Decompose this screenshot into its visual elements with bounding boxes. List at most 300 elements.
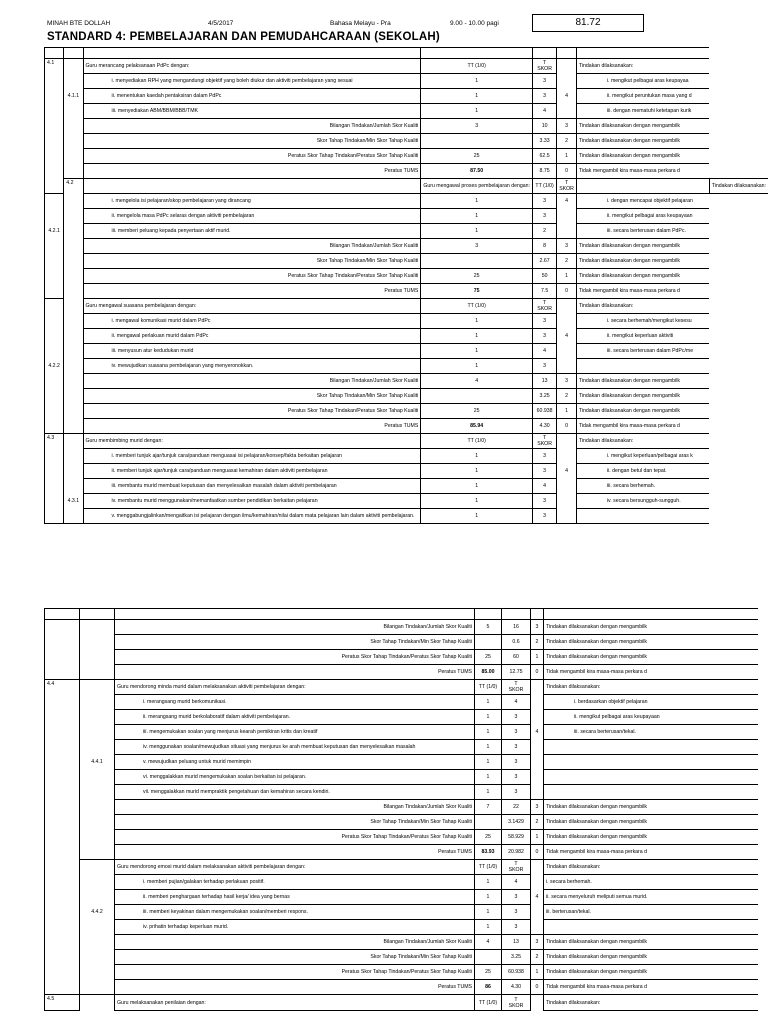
table-row: [45, 965, 758, 980]
table-row: [45, 314, 768, 329]
tt-header: TT (1/0): [421, 434, 533, 449]
t-total: 8: [533, 239, 557, 254]
standard-4-table-part-1: [44, 47, 768, 524]
criteria-text: Guru membimbing murid dengan:: [83, 434, 421, 449]
t-value: 3: [533, 464, 557, 479]
t-value: 3: [502, 785, 531, 800]
table-row: [45, 449, 768, 464]
level-note: iii. secara berterusan dalam PdPc/me: [576, 344, 709, 359]
tums-value: 86: [475, 980, 502, 995]
tt-value: 1: [421, 194, 533, 209]
table-row: [45, 890, 758, 905]
level-value: 4: [557, 329, 577, 344]
table-row: [45, 695, 758, 710]
level-note: iii. secara berhemah.: [576, 479, 709, 494]
level-description: Tidak mengambil kira masa-masa perkara d: [576, 419, 709, 434]
level-description: Tindakan dilaksanakan dengan mengambilk: [544, 815, 758, 830]
level-value: 4: [531, 890, 544, 905]
peratus-skor-label: Peratus Skor Tahap Tindakan/Peratus Skor Tahap Kualiti: [115, 830, 475, 845]
peratus-tums-label: Peratus TUMS: [83, 284, 421, 299]
t-value: 4: [533, 479, 557, 494]
level-description: Tindakan dilaksanakan dengan mengambilk: [576, 149, 709, 164]
level-number: 1: [557, 269, 577, 284]
tt-value: 1: [475, 770, 502, 785]
level-value: 4: [557, 464, 577, 479]
level-number: 3: [557, 239, 577, 254]
item-text: v. mewujudkan peluang untuk murid memimpin: [115, 755, 475, 770]
tt-header: TT (1/0): [475, 680, 502, 695]
peratus-tums-label: Peratus TUMS: [115, 845, 475, 860]
tt-value: 1: [475, 875, 502, 890]
item-text: ii. merangsang murid berkolaboratif dalam aktiviti pembelajaran.: [115, 710, 475, 725]
table-row: [45, 119, 768, 134]
table-row: [45, 359, 768, 374]
t-value: 3: [533, 329, 557, 344]
tt-value: 1: [421, 479, 533, 494]
table-row: [45, 239, 768, 254]
table-row: [45, 635, 758, 650]
level-description: Tidak mengambil kira masa-masa perkara d: [576, 284, 709, 299]
tt-value: 1: [421, 449, 533, 464]
tt-total: 7: [475, 800, 502, 815]
table-row: [45, 830, 758, 845]
tt-value: 1: [421, 74, 533, 89]
tt-value: 1: [421, 314, 533, 329]
tt-total: 4: [475, 935, 502, 950]
level-number: 0: [531, 980, 544, 995]
tums-weighted: 20.982: [502, 845, 531, 860]
tt-header: TT (1/0): [421, 299, 533, 314]
table-row: [45, 224, 768, 239]
tt-value: 1: [421, 329, 533, 344]
table-row: [45, 419, 768, 434]
tt-header: TT (1/0): [533, 179, 557, 194]
level-note: Tindakan dilaksanakan:: [544, 995, 758, 1011]
item-text: ii. menentukan kaedah pentaksiran dalam PdPc: [83, 89, 421, 104]
level-note: i. dengan mencapai objektif pelajaran: [576, 194, 709, 209]
level-description: Tindakan dilaksanakan dengan mengambilk: [544, 620, 758, 635]
level-number: 1: [531, 965, 544, 980]
tums-value: 75: [421, 284, 533, 299]
item-text: ii. mengelola masa PdPc selaras dengan aktiviti pembelajaran: [83, 209, 421, 224]
t-value: 3: [533, 89, 557, 104]
level-note: i. secara berhemah/mengikut kesesu: [576, 314, 709, 329]
level-number: 2: [557, 254, 577, 269]
skor-header: T SKOR: [502, 995, 531, 1011]
tt-value: 1: [421, 359, 533, 374]
t-value: 3: [502, 725, 531, 740]
table-row: [45, 59, 768, 74]
t-value: 3: [502, 770, 531, 785]
level-description: Tindakan dilaksanakan dengan mengambilk: [576, 254, 709, 269]
level-description: Tindakan dilaksanakan dengan mengambilk: [576, 389, 709, 404]
item-text: ii. mengawal perlakuan murid dalam PdPc: [83, 329, 421, 344]
tt-value: 1: [421, 464, 533, 479]
t-total: 13: [502, 935, 531, 950]
tt-value: 1: [421, 344, 533, 359]
tt-value: 1: [475, 905, 502, 920]
skor-header: T SKOR: [557, 179, 577, 194]
bilangan-label: Bilangan Tindakan/Jumlah Skor Kualiti: [83, 374, 421, 389]
level-note: iv. secara bersungguh-sungguh.: [576, 494, 709, 509]
tt-total: 3: [421, 119, 533, 134]
level-note: ii. mengikut peruntukan masa yang d: [576, 89, 709, 104]
t-value: 3: [502, 755, 531, 770]
tt-total: 4: [421, 374, 533, 389]
level-number: 0: [531, 665, 544, 680]
table-row: [45, 479, 768, 494]
table-row: [45, 404, 768, 419]
level-note: Tindakan dilaksanakan:: [709, 179, 768, 194]
tt-value: 1: [475, 890, 502, 905]
item-text: ii. memberi penghargaan terhadap hasil kerja/ idea yang bernas: [115, 890, 475, 905]
tt-value: 1: [421, 509, 533, 524]
t-value: 3: [502, 710, 531, 725]
peratus-tt: 25: [475, 965, 502, 980]
bilangan-label: Bilangan Tindakan/Jumlah Skor Kualiti: [115, 620, 475, 635]
item-text: iii. menyusun atur kedudukan murid: [83, 344, 421, 359]
level-number: 0: [531, 845, 544, 860]
item-text: i. mengelola isi pelajaran/skop pembelajaran yang dirancang: [83, 194, 421, 209]
tt-value: 1: [421, 104, 533, 119]
criteria-text: Guru mendorong emosi murid dalam melaksanakan aktiviti pembelajaran dengan:: [115, 860, 475, 875]
table-row: [45, 860, 758, 875]
substandard-number: 4.3.1: [64, 494, 83, 509]
peratus-t: 62.5: [533, 149, 557, 164]
level-note: ii. mengikut keperluan aktiviti: [576, 329, 709, 344]
table-row: [45, 434, 768, 449]
level-note: Tindakan dilaksanakan:: [544, 680, 758, 695]
tums-weighted: 7.5: [533, 284, 557, 299]
table-row: [45, 785, 758, 800]
item-text: vii. menggalakkan murid mempraktik pengetahuan dan kemahiran secara kendiri.: [115, 785, 475, 800]
level-number: 2: [557, 134, 577, 149]
level-note: iii. secara berterusan/tekal.: [544, 725, 758, 740]
level-value: 4: [531, 725, 544, 740]
t-total: 10: [533, 119, 557, 134]
peratus-skor-label: Peratus Skor Tahap Tindakan/Peratus Skor Tahap Kualiti: [83, 269, 421, 284]
standard-number: 4.3: [45, 434, 64, 524]
item-text: i. mengawal komunikasi murid dalam PdPc: [83, 314, 421, 329]
tt-value: 1: [475, 725, 502, 740]
peratus-skor-label: Peratus Skor Tahap Tindakan/Peratus Skor Tahap Kualiti: [83, 404, 421, 419]
table-row: [45, 89, 768, 104]
table-row: [45, 920, 758, 935]
bilangan-label: Bilangan Tindakan/Jumlah Skor Kualiti: [83, 239, 421, 254]
item-text: iii. membantu murid membuat keputusan dan menyelesaikan masalah dalam aktiviti pembelajaran: [83, 479, 421, 494]
table-row: [45, 74, 768, 89]
table-row: [45, 374, 768, 389]
level-note: i. secara berhemah.: [544, 875, 758, 890]
level-number: 2: [531, 950, 544, 965]
item-text: ii. memberi tunjuk ajar/tunjuk cara/panduan menguasai kemahiran dalam aktiviti pembelajaran: [83, 464, 421, 479]
t-value: 3: [533, 209, 557, 224]
level-note: Tindakan dilaksanakan:: [576, 59, 709, 74]
t-total: 22: [502, 800, 531, 815]
standard-number: 4.5: [45, 995, 80, 1011]
criteria-text: Guru melaksanakan penilaian dengan:: [115, 995, 475, 1011]
tt-value: 1: [475, 785, 502, 800]
skor-tahap-value: 3.1429: [502, 815, 531, 830]
skor-header: T SKOR: [502, 680, 531, 695]
tums-weighted: 4.30: [502, 980, 531, 995]
level-description: Tindakan dilaksanakan dengan mengambilk: [544, 800, 758, 815]
level-description: Tidak mengambil kira masa-masa perkara d: [544, 845, 758, 860]
table-row: [45, 875, 758, 890]
tt-value: 1: [475, 755, 502, 770]
substandard-number: 4.4.1: [80, 755, 115, 770]
item-text: i. menyediakan RPH yang mengandungi objektif yang boleh diukur dan aktiviti pembelajaran yang sesuai: [83, 74, 421, 89]
table-row: [45, 329, 768, 344]
level-description: Tindakan dilaksanakan dengan mengambilk: [544, 935, 758, 950]
tt-value: 1: [475, 740, 502, 755]
skor-tahap-label: Skor Tahap Tindakan/Min Skor Tahap Kualiti: [115, 950, 475, 965]
t-value: 2: [533, 224, 557, 239]
table-row: [45, 800, 758, 815]
skor-tahap-label: Skor Tahap Tindakan/Min Skor Tahap Kualiti: [115, 635, 475, 650]
criteria-text: Guru mengawal proses pembelajaran dengan:: [421, 179, 533, 194]
criteria-text: Guru mengawal suasana pembelajaran dengan:: [83, 299, 421, 314]
bilangan-label: Bilangan Tindakan/Jumlah Skor Kualiti: [83, 119, 421, 134]
tt-total: 3: [421, 239, 533, 254]
t-value: 3: [533, 494, 557, 509]
peratus-t: 58.929: [502, 830, 531, 845]
item-text: iv. prihatin terhadap keperluan murid.: [115, 920, 475, 935]
tt-value: 1: [421, 89, 533, 104]
table-row: [45, 740, 758, 755]
t-value: 3: [533, 509, 557, 524]
session-time: 9.00 - 10.00 pagi: [450, 20, 499, 27]
level-description: Tindakan dilaksanakan dengan mengambilk: [544, 635, 758, 650]
item-text: iii. memberi keyakinan dalam mengemukakan soalan/memberi respons.: [115, 905, 475, 920]
tt-header: TT (1/0): [475, 860, 502, 875]
table-row: [45, 845, 758, 860]
level-number: 3: [531, 620, 544, 635]
level-description: Tindakan dilaksanakan dengan mengambilk: [576, 269, 709, 284]
t-value: 3: [533, 449, 557, 464]
peratus-tt: 25: [421, 269, 533, 284]
skor-header: T SKOR: [533, 434, 557, 449]
skor-tahap-label: Skor Tahap Tindakan/Min Skor Tahap Kualiti: [83, 254, 421, 269]
skor-tahap-value: 3.25: [502, 950, 531, 965]
level-note: iii. secara berterusan dalam PdPc.: [576, 224, 709, 239]
skor-tahap-value: 0.6: [502, 635, 531, 650]
table-row: [45, 164, 768, 179]
table-row: [45, 194, 768, 209]
item-text: v. menggabungjalinkan/mengaitkan isi pelajaran dengan ilmu/kemahiran/nilai dalam mata pelajaran lain dalam aktiviti pembelajaran.: [83, 509, 421, 524]
tums-value: 87.50: [421, 164, 533, 179]
table-row: [45, 104, 768, 119]
level-description: Tindakan dilaksanakan dengan mengambilk: [544, 830, 758, 845]
table-row: [45, 299, 768, 314]
t-value: 3: [533, 74, 557, 89]
level-number: 3: [531, 800, 544, 815]
skor-header: T SKOR: [533, 59, 557, 74]
standard-number: 4.2: [64, 179, 83, 434]
level-number: 1: [557, 149, 577, 164]
substandard-number: 4.4.2: [80, 905, 115, 920]
level-note: iii. dengan mematuhi ketetapan kurik: [576, 104, 709, 119]
bilangan-label: Bilangan Tindakan/Jumlah Skor Kualiti: [115, 935, 475, 950]
level-note: i. mengikut keperluan/pelbagai aras k: [576, 449, 709, 464]
observation-date: 4/5/2017: [208, 20, 234, 27]
tt-header: TT (1/0): [421, 59, 533, 74]
criteria-text: Guru mendorong minda murid dalam melaksanakan aktiviti pembelajaran dengan:: [115, 680, 475, 695]
table-row: [45, 344, 768, 359]
level-number: 1: [531, 830, 544, 845]
table-row: [45, 950, 758, 965]
t-value: 3: [502, 905, 531, 920]
table-row: [45, 680, 758, 695]
skor-tahap-value: 3.33: [533, 134, 557, 149]
overall-score: 81.72: [532, 14, 644, 32]
page-title: STANDARD 4: PEMBELAJARAN DAN PEMUDAHCARAAN (SEKOLAH): [47, 31, 440, 43]
teacher-name: MINAH BTE DOLLAH: [47, 20, 111, 27]
level-note: iii. berterusan/tekal.: [544, 905, 758, 920]
t-value: 4: [502, 695, 531, 710]
tt-value: 1: [421, 224, 533, 239]
peratus-skor-label: Peratus Skor Tahap Tindakan/Peratus Skor Tahap Kualiti: [115, 650, 475, 665]
level-number: 1: [557, 404, 577, 419]
level-value: 4: [557, 89, 577, 104]
skor-header: T SKOR: [502, 860, 531, 875]
table-row: [45, 995, 758, 1011]
level-note: Tindakan dilaksanakan:: [576, 299, 709, 314]
level-description: Tindakan dilaksanakan dengan mengambilk: [544, 950, 758, 965]
tt-header: TT (1/0): [475, 995, 502, 1011]
peratus-skor-label: Peratus Skor Tahap Tindakan/Peratus Skor Tahap Kualiti: [115, 965, 475, 980]
table-row: [45, 284, 768, 299]
level-description: Tindakan dilaksanakan dengan mengambilk: [576, 134, 709, 149]
substandard-number: 4.2.1: [45, 224, 64, 239]
level-number: 2: [531, 815, 544, 830]
bilangan-label: Bilangan Tindakan/Jumlah Skor Kualiti: [115, 800, 475, 815]
item-text: iv. menggunakan soalan/mewujudkan situasi yang menjurus ke arah membuat keputusan dan menyelesaikan masalah: [115, 740, 475, 755]
table-top-spacer: [45, 609, 758, 620]
table-row: [45, 620, 758, 635]
table-row: [45, 254, 768, 269]
tt-value: 1: [475, 695, 502, 710]
table-row: [45, 134, 768, 149]
table-row: [45, 755, 758, 770]
tums-weighted: 4.30: [533, 419, 557, 434]
peratus-tums-label: Peratus TUMS: [83, 164, 421, 179]
level-description: Tidak mengambil kira masa-masa perkara d: [576, 164, 709, 179]
substandard-number: 4.1.1: [64, 89, 83, 104]
level-description: Tidak mengambil kira masa-masa perkara d: [544, 980, 758, 995]
peratus-skor-label: Peratus Skor Tahap Tindakan/Peratus Skor Tahap Kualiti: [83, 149, 421, 164]
skor-header: T SKOR: [533, 299, 557, 314]
tt-value: 1: [475, 920, 502, 935]
level-note: Tindakan dilaksanakan:: [576, 434, 709, 449]
tums-value: 85.00: [475, 665, 502, 680]
level-number: 0: [557, 284, 577, 299]
item-text: i. merangsang murid berkomunikasi.: [115, 695, 475, 710]
skor-tahap-value: 2.67: [533, 254, 557, 269]
peratus-tums-label: Peratus TUMS: [115, 980, 475, 995]
level-number: 3: [531, 935, 544, 950]
table-row: [45, 149, 768, 164]
level-number: 2: [557, 389, 577, 404]
tums-value: 83.93: [475, 845, 502, 860]
table-row: [45, 665, 758, 680]
item-text: iii. mengemukakan soalan yang menjurus kearah pemikiran kritis dan kreatif: [115, 725, 475, 740]
substandard-number: 4.2.2: [45, 359, 64, 374]
tt-value: 1: [475, 710, 502, 725]
table-row: [45, 650, 758, 665]
table-row: [45, 179, 768, 194]
skor-tahap-label: Skor Tahap Tindakan/Min Skor Tahap Kualiti: [115, 815, 475, 830]
peratus-t: 60: [502, 650, 531, 665]
item-text: i. memberi tunjuk ajar/tunjuk cara/panduan menguasai isi pelajaran/konsep/fakta berkaitan pelajaran: [83, 449, 421, 464]
level-description: Tindakan dilaksanakan dengan mengambilk: [576, 119, 709, 134]
table-row: [45, 725, 758, 740]
skor-tahap-value: 3.25: [533, 389, 557, 404]
level-value: 4: [557, 194, 577, 209]
t-value: 3: [533, 194, 557, 209]
criteria-text: Guru merancang pelaksanaan PdPc dengan:: [83, 59, 421, 74]
t-total: 13: [533, 374, 557, 389]
table-row: [45, 770, 758, 785]
tt-value: 1: [421, 209, 533, 224]
table-top-spacer: [45, 48, 768, 59]
peratus-tums-label: Peratus TUMS: [83, 419, 421, 434]
table-row: [45, 209, 768, 224]
tums-weighted: 12.75: [502, 665, 531, 680]
table-row: [45, 464, 768, 479]
level-number: 3: [557, 374, 577, 389]
table-row: [45, 710, 758, 725]
skor-tahap-label: Skor Tahap Tindakan/Min Skor Tahap Kualiti: [83, 134, 421, 149]
level-note: ii. mengikut pelbagai aras keupayaan: [576, 209, 709, 224]
t-value: 4: [502, 875, 531, 890]
peratus-t: 60.938: [533, 404, 557, 419]
t-value: 4: [533, 104, 557, 119]
level-note: ii. secara menyeluruh meliputi semua murid.: [544, 890, 758, 905]
t-value: 3: [502, 920, 531, 935]
t-value: 4: [533, 344, 557, 359]
peratus-tums-label: Peratus TUMS: [115, 665, 475, 680]
item-text: iii. memberi peluang kepada penyertaan aktif murid.: [83, 224, 421, 239]
level-number: 1: [531, 650, 544, 665]
standard-number: 4.4: [45, 680, 80, 995]
level-description: Tidak mengambil kira masa-masa perkara d: [544, 665, 758, 680]
table-row: [45, 494, 768, 509]
t-value: 3: [533, 359, 557, 374]
table-row: [45, 815, 758, 830]
t-value: 3: [502, 890, 531, 905]
subject-name: Bahasa Melayu - Pra: [330, 20, 391, 27]
t-value: 3: [533, 314, 557, 329]
level-description: Tindakan dilaksanakan dengan mengambilk: [544, 650, 758, 665]
level-description: Tindakan dilaksanakan dengan mengambilk: [576, 239, 709, 254]
table-row: [45, 935, 758, 950]
table-row: [45, 905, 758, 920]
tums-value: 85.94: [421, 419, 533, 434]
level-number: 0: [557, 419, 577, 434]
table-row: [45, 980, 758, 995]
level-note: i. berdasarkan objektif pelajaran: [544, 695, 758, 710]
tums-weighted: 8.75: [533, 164, 557, 179]
tt-value: 1: [421, 494, 533, 509]
t-total: 16: [502, 620, 531, 635]
skor-tahap-label: Skor Tahap Tindakan/Min Skor Tahap Kualiti: [83, 389, 421, 404]
peratus-tt: 25: [475, 830, 502, 845]
level-description: Tindakan dilaksanakan dengan mengambilk: [576, 404, 709, 419]
peratus-t: 60.938: [502, 965, 531, 980]
level-description: Tindakan dilaksanakan dengan mengambilk: [576, 374, 709, 389]
tt-total: 5: [475, 620, 502, 635]
